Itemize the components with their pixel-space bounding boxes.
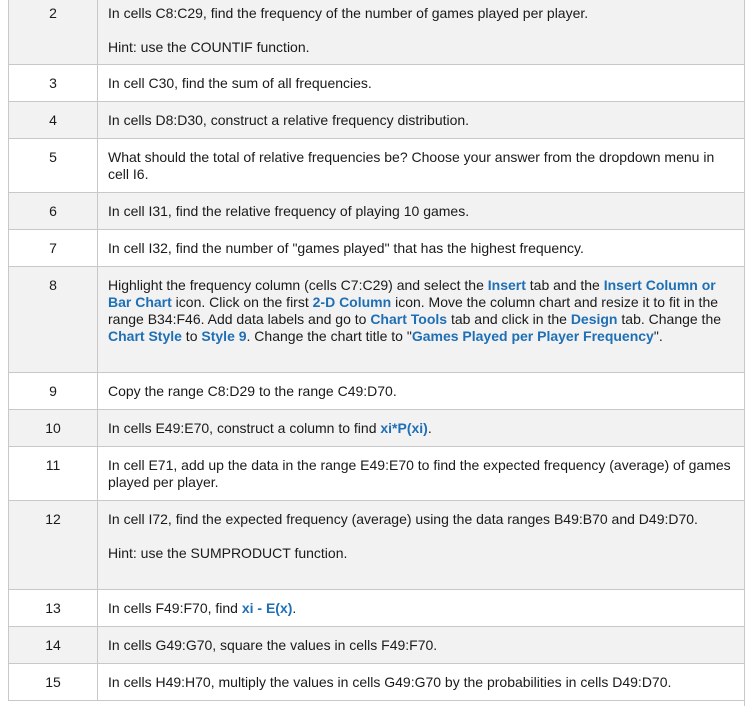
step-number: 11: [9, 447, 98, 501]
highlight-term: Insert: [487, 277, 526, 293]
highlight-term: Style 9: [201, 328, 247, 344]
instruction-text: ".: [653, 328, 663, 344]
step-instruction: In cells G49:G70, square the values in cells F49:F70.: [98, 627, 745, 664]
highlight-term: xi*P(xi): [380, 420, 428, 436]
table-row: [9, 102, 745, 139]
step-number: 13: [9, 590, 98, 627]
step-instruction: [98, 410, 745, 447]
instruction-text: to: [181, 328, 202, 344]
table-row: [9, 501, 745, 590]
table-row: [9, 590, 745, 627]
step-number: 7: [9, 230, 98, 267]
highlight-term: Chart Tools: [370, 311, 448, 327]
instruction-text: .: [292, 600, 297, 616]
table-row: [9, 193, 745, 230]
step-instruction: In cell C30, find the sum of all frequencies.: [98, 65, 745, 102]
highlight-term: Games Played per Player Frequency: [411, 328, 654, 344]
highlight-term: xi - E(x): [241, 600, 293, 616]
step-instruction: In cells D8:D30, construct a relative frequency distribution.: [98, 102, 745, 139]
instruction-text: icon. Click on the first: [171, 294, 313, 310]
instruction-text: icon. Move the column chart and resize it to fit in the range B34:F46. Add data labels and go to: [108, 294, 719, 327]
table-row: [9, 373, 745, 410]
table-row: [9, 664, 745, 701]
step-instruction: [98, 267, 745, 373]
instructions-table: [8, 0, 745, 701]
highlight-term: Design: [570, 311, 618, 327]
step-number: 5: [9, 139, 98, 193]
step-instruction: In cell I31, find the relative frequency of playing 10 games.: [98, 193, 745, 230]
step-instruction: [98, 0, 745, 65]
instruction-text: .: [427, 420, 432, 436]
page-edge: [744, 0, 750, 706]
instruction-text: . Change the chart title to ": [246, 328, 412, 344]
instruction-text: In cells E49:E70, construct a column to find: [108, 420, 381, 436]
step-number: 8: [9, 267, 98, 373]
step-instruction: What should the total of relative frequencies be? Choose your answer from the dropdown menu in cell I6.: [98, 139, 745, 193]
hint-text: Hint: use the SUMPRODUCT function.: [108, 545, 348, 561]
highlight-term: Chart Style: [108, 328, 182, 344]
step-number: 12: [9, 501, 98, 590]
hint-text: Hint: use the COUNTIF function.: [108, 39, 310, 55]
step-instruction: [98, 590, 745, 627]
step-instruction: In cells H49:H70, multiply the values in cells G49:G70 by the probabilities in cells D49:D70.: [98, 664, 745, 701]
step-number: 9: [9, 373, 98, 410]
step-number: 3: [9, 65, 98, 102]
table-row: [9, 230, 745, 267]
table-row: [9, 627, 745, 664]
instruction-text: In cell I72, find the expected frequency (average) using the data ranges B49:B70 and D49:D70.: [108, 511, 698, 527]
table-row: [9, 65, 745, 102]
table-row: [9, 139, 745, 193]
instruction-text: tab and click in the: [447, 311, 571, 327]
table-row: [9, 447, 745, 501]
table-row: [9, 0, 745, 65]
instruction-text: tab. Change the: [617, 311, 722, 327]
highlight-term: 2-D Column: [312, 294, 392, 310]
highlight-term: Insert Column or Bar Chart: [108, 277, 716, 310]
step-number: 14: [9, 627, 98, 664]
step-number: 4: [9, 102, 98, 139]
step-number: 10: [9, 410, 98, 447]
step-instruction: Copy the range C8:D29 to the range C49:D70.: [98, 373, 745, 410]
instruction-text: In cells F49:F70, find: [108, 600, 242, 616]
step-number: 15: [9, 664, 98, 701]
instruction-text: Highlight the frequency column (cells C7:C29) and select the: [108, 277, 488, 293]
instruction-text: In cells C8:C29, find the frequency of the number of games played per player.: [108, 5, 589, 21]
table-row: [9, 410, 745, 447]
table-row: [9, 267, 745, 373]
step-instruction: In cell E71, add up the data in the range E49:E70 to find the expected frequency (average) of games played per player.: [98, 447, 745, 501]
step-instruction: In cell I32, find the number of "games played" that has the highest frequency.: [98, 230, 745, 267]
step-number: 2: [9, 0, 98, 65]
step-instruction: [98, 501, 745, 590]
step-number: 6: [9, 193, 98, 230]
instruction-text: tab and the: [525, 277, 604, 293]
